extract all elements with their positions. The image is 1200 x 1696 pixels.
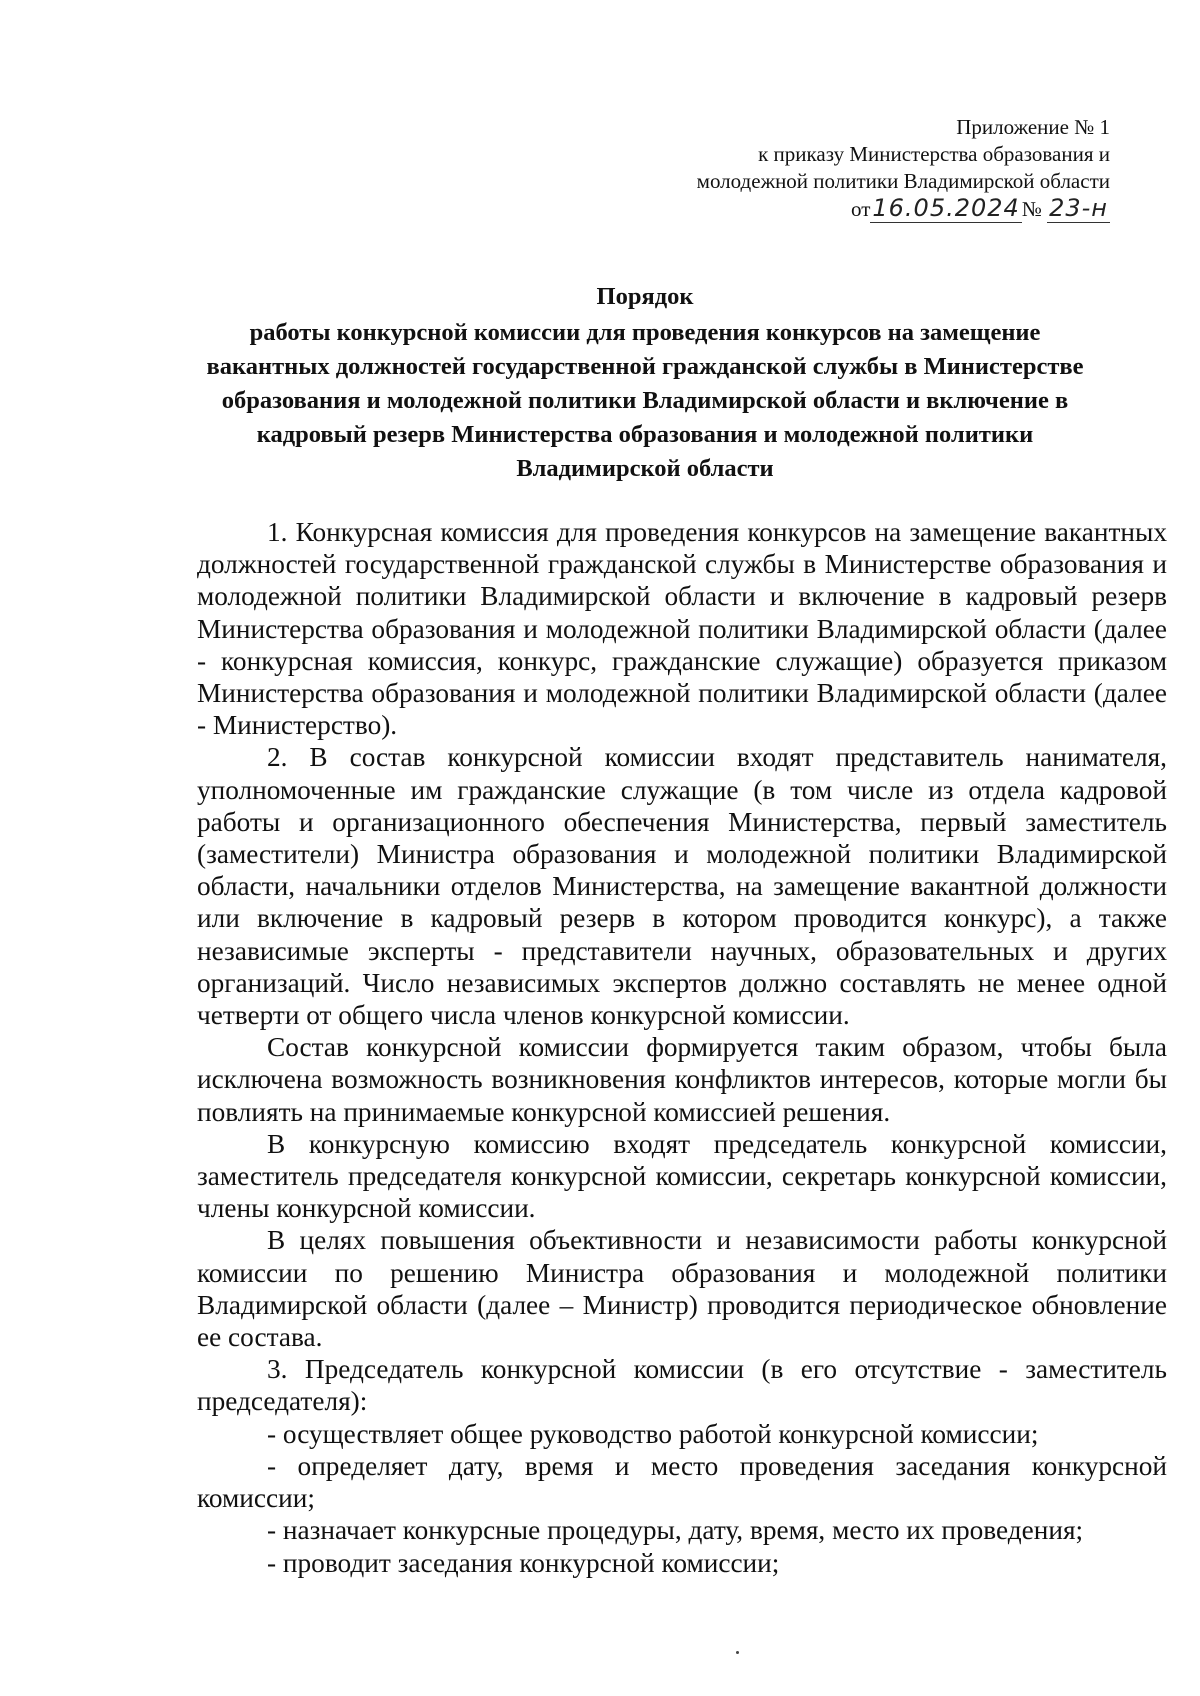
appendix-header bbox=[550, 114, 1110, 223]
list-item: - проводит заседания конкурсной комиссии; bbox=[267, 1547, 780, 1578]
list-item: - осуществляет общее руководство работой конкурсной комиссии; bbox=[267, 1418, 1039, 1449]
appendix-order-line: к приказу Министерства образования и bbox=[758, 142, 1110, 166]
title-heading: Порядок bbox=[596, 283, 694, 310]
paragraph-1: 1. Конкурсная комиссия для проведения конкурсов на замещение вакантных должностей государственной гражданской службы в Министерстве образования и молодежной политики Владимирской области и включение в кадровый резерв Министерства образования и молодежной политики Владимирской области (далее - конкурсная комиссия, конкурс, гражданские служащие) образуется приказом Министерства образования и молодежной политики Владимирской области (далее - Министерство). bbox=[197, 517, 1167, 741]
title-subtitle: работы конкурсной комиссии для проведения конкурсов на замещение вакантных должностей государственной гражданской службы в Министерстве образования и молодежной политики Владимирской области и включение в кадровый резерв Министерства образования и молодежной политики Владимирской области bbox=[206, 319, 1084, 482]
date-prefix: от bbox=[850, 197, 871, 221]
handwritten-number: 23-н bbox=[1049, 194, 1108, 222]
appendix-title: Приложение № 1 bbox=[956, 115, 1110, 139]
paragraph-2: 2. В состав конкурсной комиссии входят представитель нанимателя, уполномоченные им гражданские служащие (в том числе из отдела кадровой работы и организационного обеспечения Министерства, первый заместитель (заместители) Министра образования и молодежной политики Владимирской области, начальники отделов Министерства, на замещение вакантной должности или включение в кадровый резерв в котором проводится конкурс), а также независимые эксперты - представители научных, образовательных и других организаций. Число независимых экспертов должно составлять не менее одной четверти от общего числа членов конкурсной комиссии. bbox=[197, 742, 1167, 1031]
order-date-number-line bbox=[550, 195, 1110, 223]
document-title bbox=[190, 280, 1100, 486]
paragraph-6: 3. Председатель конкурсной комиссии (в его отсутствие - заместитель председателя): bbox=[197, 1354, 1167, 1417]
list-item: - определяет дату, время и место проведения заседания конкурсной комиссии; bbox=[197, 1450, 1167, 1514]
document-body bbox=[197, 516, 1167, 1579]
handwritten-date: 16.05.2024 bbox=[872, 194, 1020, 222]
number-prefix: № bbox=[1021, 197, 1042, 221]
paragraph-4: В конкурсную комиссию входят председатель конкурсной комиссии, заместитель председателя конкурсной комиссии, секретарь конкурсной комиссии, члены конкурсной комиссии. bbox=[197, 1128, 1167, 1224]
paragraph-3: Состав конкурсной комиссии формируется таким образом, чтобы была исключена возможность возникновения конфликтов интересов, которые могли бы повлиять на принимаемые конкурсной комиссией решения. bbox=[197, 1032, 1167, 1127]
paragraph-5: В целях повышения объективности и независимости работы конкурсной комиссии по решению Министра образования и молодежной политики Владимирской области (далее – Министр) проводится периодическое обновление ее состава. bbox=[197, 1225, 1167, 1353]
appendix-ministry-line: молодежной политики Владимирской области bbox=[696, 169, 1110, 193]
scan-speck bbox=[736, 1651, 739, 1654]
list-item: - назначает конкурсные процедуры, дату, время, место их проведения; bbox=[267, 1515, 1084, 1546]
